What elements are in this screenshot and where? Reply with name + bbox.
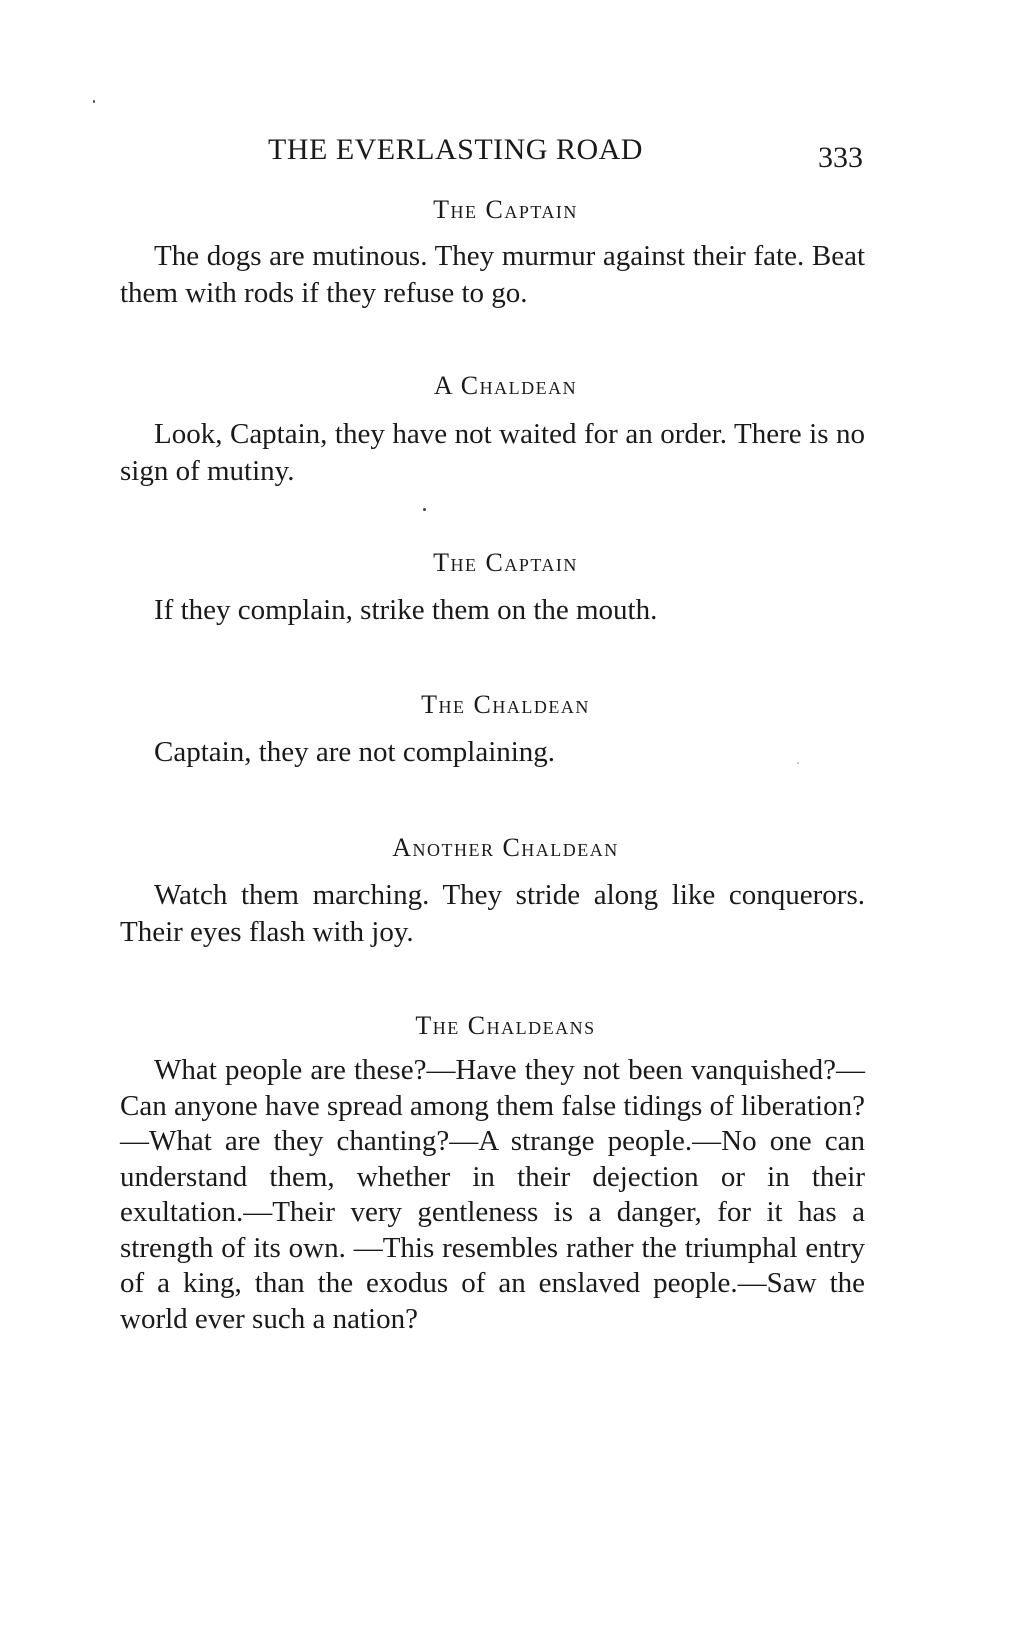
speaker-heading: A Chaldean — [433, 371, 578, 400]
speech-paragraph: Watch them marching. They stride along like conquerors. Their eyes flash with joy. — [120, 879, 865, 948]
speech-paragraph: What people are these?—Have they not been vanquished?—Can anyone have spread among them false tidings of liberation?—What are they chanting?—A strange people.—No one can understand them, whether in their dejection or in their exultation.—Their very gentleness is a danger, for it has a strength of its own. —This resembles rather the triumphal entry of a king, than the exodus of an enslaved people.—Saw the world ever such a nation? — [120, 1054, 865, 1335]
speech-paragraph: Captain, they are not complaining. — [154, 736, 556, 768]
speaker-heading: The Chaldeans — [415, 1011, 596, 1040]
print-speck — [423, 508, 426, 511]
speaker-heading: The Captain — [433, 548, 578, 577]
speech-paragraph: The dogs are mutinous. They murmur against their fate. Beat them with rods if they refuse to go. — [120, 240, 865, 309]
speaker-heading: The Captain — [433, 195, 578, 224]
running-title: THE EVERLASTING ROAD — [268, 133, 643, 166]
speaker-heading: Another Chaldean — [392, 833, 619, 862]
print-speck — [93, 100, 95, 103]
speech-paragraph: Look, Captain, they have not waited for an order. There is no sign of mutiny. — [120, 418, 865, 487]
print-speck — [797, 762, 799, 764]
page-number: 333 — [818, 141, 863, 174]
speaker-heading: The Chaldean — [421, 690, 590, 719]
speech-paragraph: If they complain, strike them on the mouth. — [154, 594, 658, 626]
